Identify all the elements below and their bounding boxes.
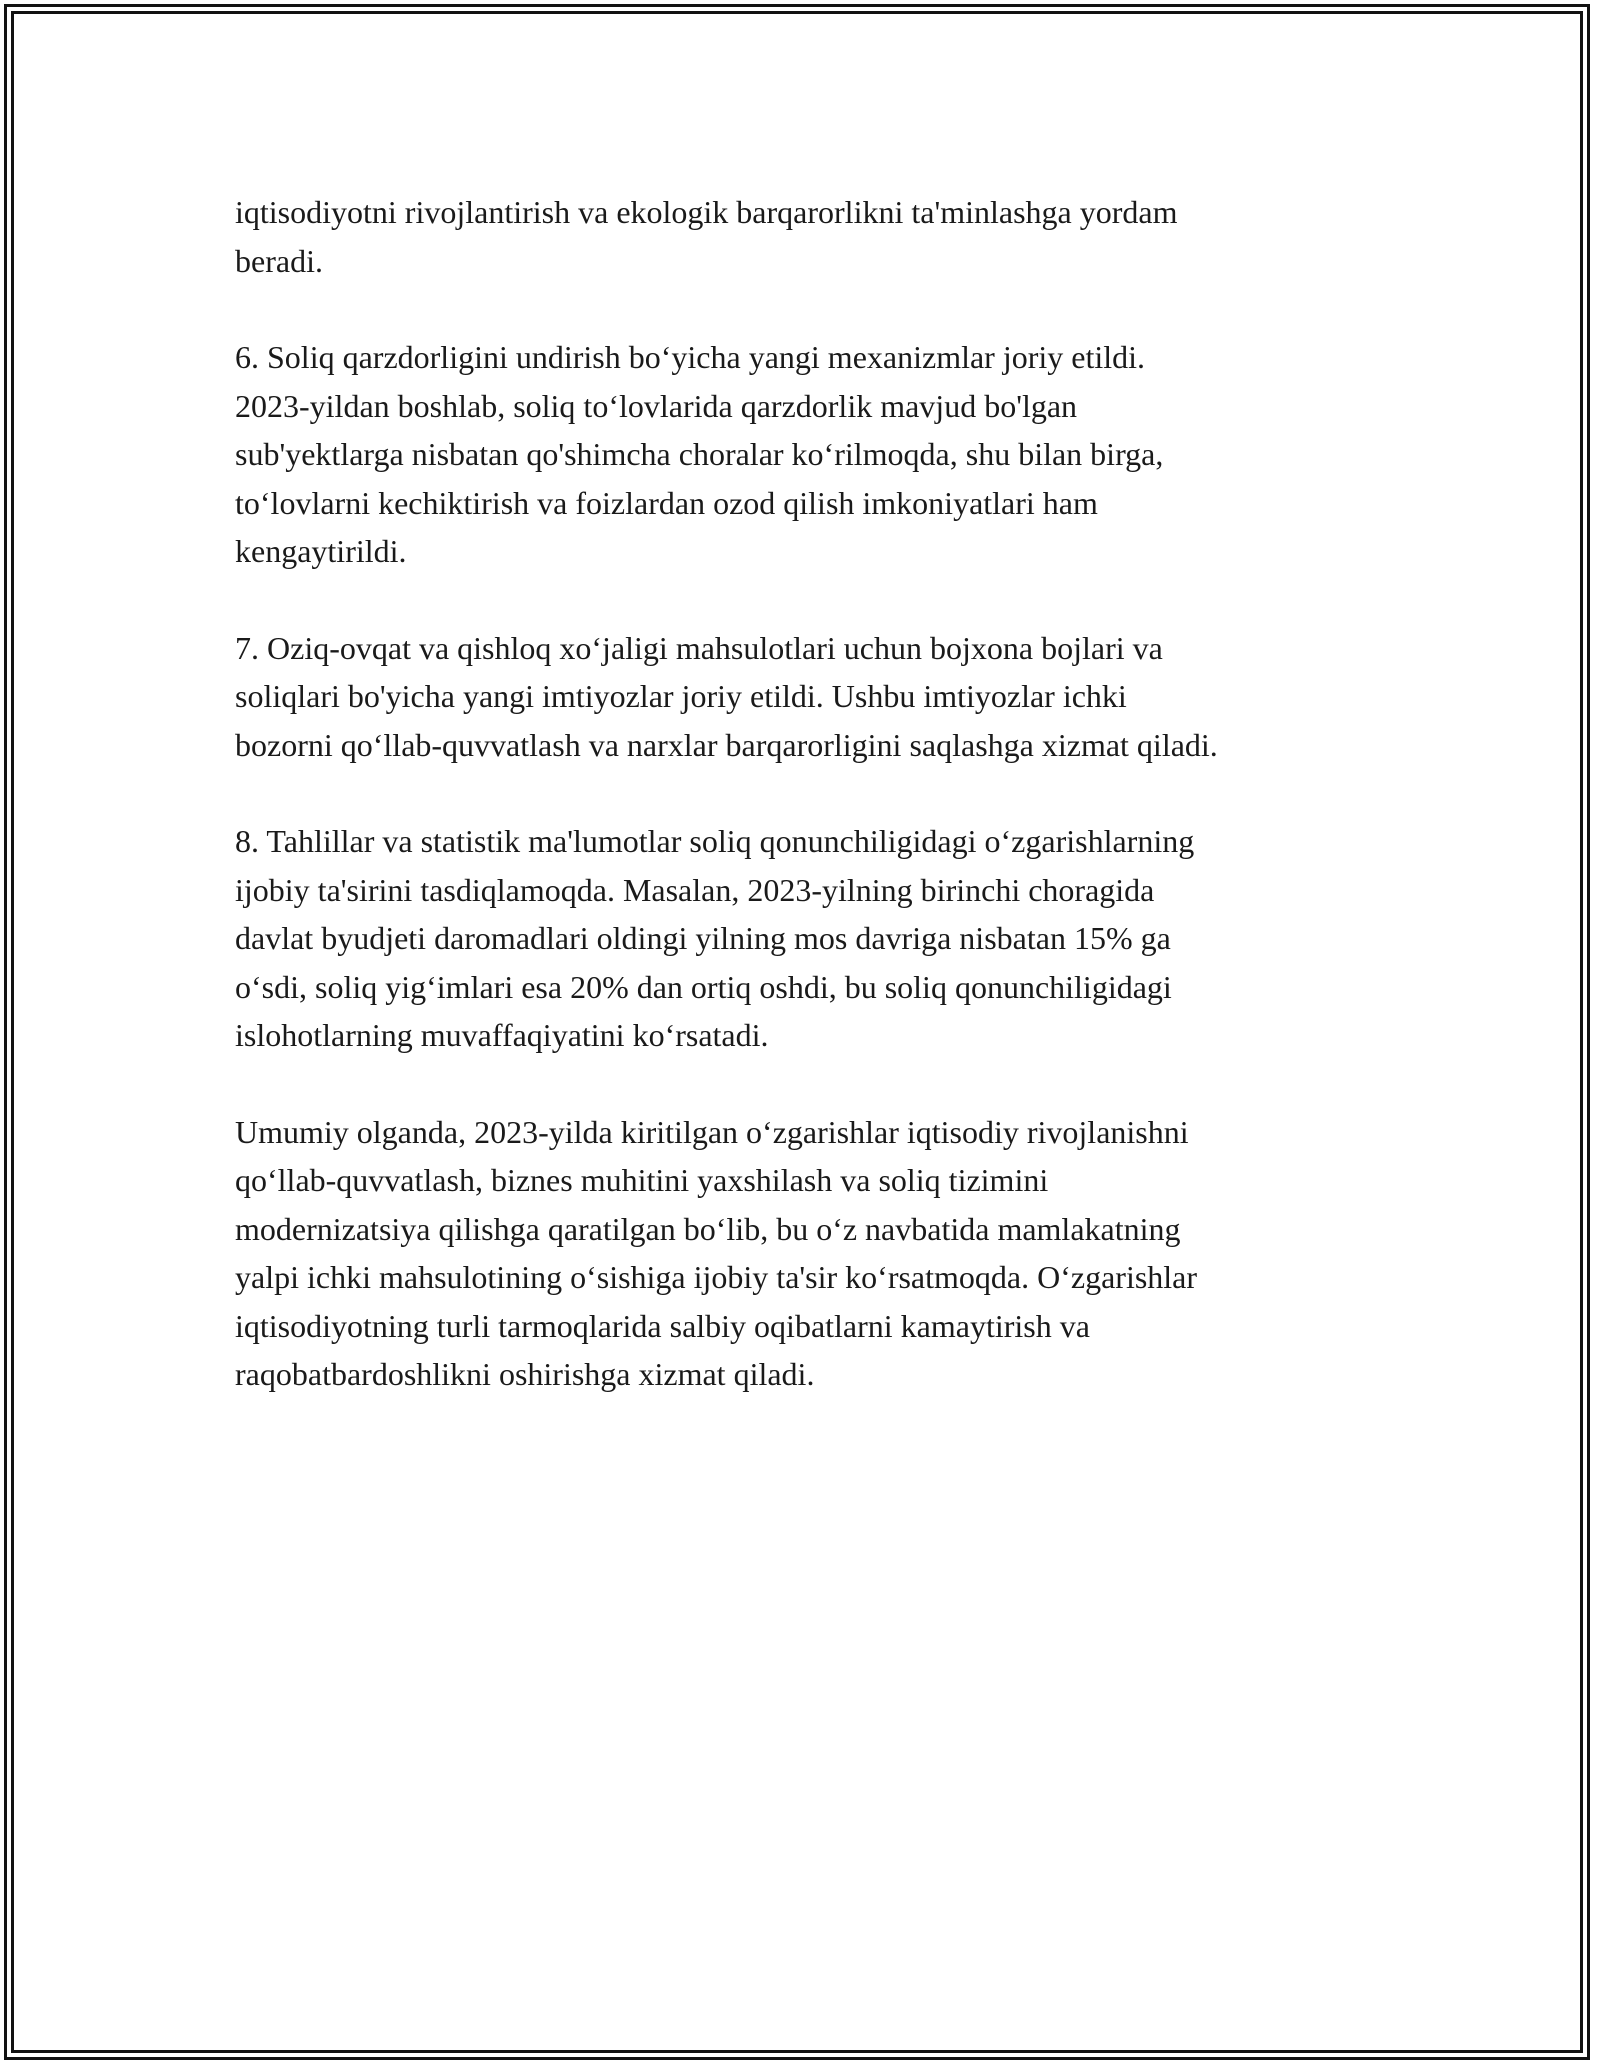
text-line: bozorni qo‘llab-quvvatlash va narxlar barqarorligini saqlashga xizmat qiladi. bbox=[235, 726, 1218, 763]
text-line: yalpi ichki mahsulotining o‘sishiga ijobiy ta'sir ko‘rsatmoqda. O‘zgarishlar bbox=[235, 1259, 1198, 1295]
paragraph-item-6 bbox=[235, 333, 1405, 576]
text-line: Umumiy olganda, 2023-yilda kiritilgan o‘zgarishlar iqtisodiy rivojlanishni bbox=[235, 1113, 1189, 1150]
paragraph-item-8 bbox=[235, 817, 1405, 1060]
text-line: 7. Oziq-ovqat va qishloq xo‘jaligi mahsulotlari uchun bojxona bojlari va bbox=[235, 629, 1163, 666]
text-line: raqobatbardoshlikni oshirishga xizmat qiladi. bbox=[235, 1356, 815, 1392]
text-line: soliqlari bo'yicha yangi imtiyozlar joriy etildi. Ushbu imtiyozlar ichki bbox=[235, 678, 1127, 714]
text-line: modernizatsiya qilishga qaratilgan bo‘lib, bu o‘z navbatida mamlakatning bbox=[235, 1210, 1181, 1247]
text-line: 6. Soliq qarzdorligini undirish bo‘yicha yangi mexanizmlar joriy etildi. bbox=[235, 339, 1146, 375]
text-line: iqtisodiyotning turli tarmoqlarida salbiy oqibatlarni kamaytirish va bbox=[235, 1307, 1090, 1344]
paragraph-item-7 bbox=[235, 624, 1405, 770]
text-line: beradi. bbox=[235, 242, 323, 279]
text-line: qo‘llab-quvvatlash, biznes muhitini yaxshilash va soliq tizimini bbox=[235, 1162, 1049, 1198]
text-line: ijobiy ta'sirini tasdiqlamoqda. Masalan, 2023-yilning birinchi choragida bbox=[235, 871, 1155, 908]
document-body bbox=[235, 188, 1405, 1447]
paragraph-conclusion bbox=[235, 1108, 1405, 1399]
text-line: sub'yektlarga nisbatan qo'shimcha choralar ko‘rilmoqda, shu bilan birga, bbox=[235, 436, 1164, 472]
text-line: kengaytirildi. bbox=[235, 533, 407, 569]
text-line: 2023-yildan boshlab, soliq to‘lovlarida qarzdorlik mavjud bo'lgan bbox=[235, 387, 1078, 424]
text-line: davlat byudjeti daromadlari oldingi yilning mos davriga nisbatan 15% ga bbox=[235, 920, 1171, 956]
text-line: iqtisodiyotni rivojlantirish va ekologik barqarorlikni ta'minlashga yordam bbox=[235, 194, 1178, 230]
text-line: islohotlarning muvaffaqiyatini ko‘rsatadi. bbox=[235, 1017, 769, 1053]
text-line: 8. Tahlillar va statistik ma'lumotlar soliq qonunchiligidagi o‘zgarishlarning bbox=[235, 823, 1195, 859]
text-line: to‘lovlarni kechiktirish va foizlardan ozod qilish imkoniyatlari ham bbox=[235, 484, 1098, 521]
paragraph-intro-continuation bbox=[235, 188, 1405, 285]
text-line: o‘sdi, soliq yig‘imlari esa 20% dan ortiq oshdi, bu soliq qonunchiligidagi bbox=[235, 968, 1172, 1005]
